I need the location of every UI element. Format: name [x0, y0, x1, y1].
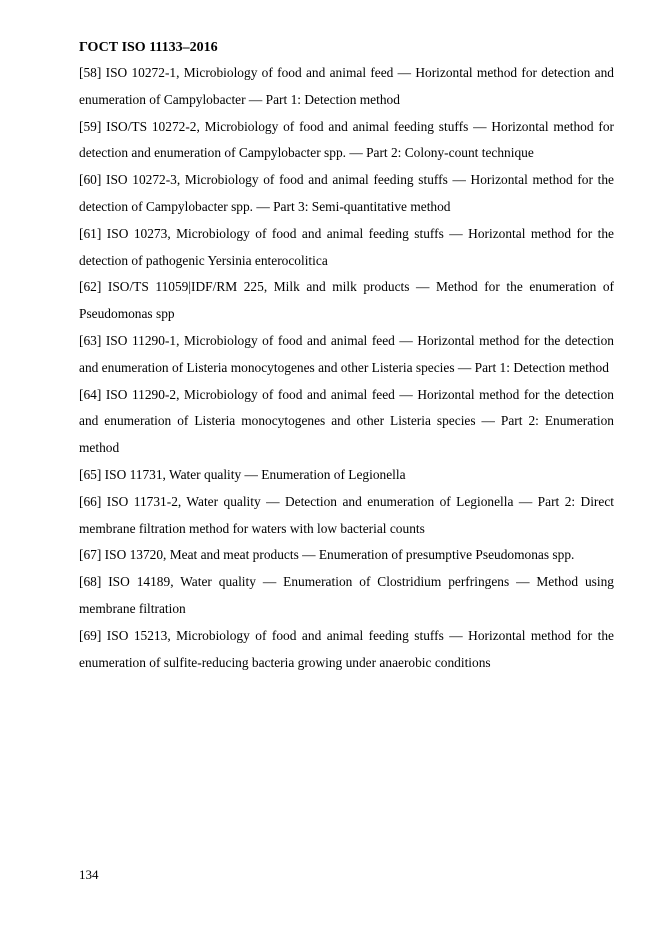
reference-item-58: [58] ISO 10272-1, Microbiology of food and animal feed — Horizontal method for detection and enumeration of Campylobacter — Part 1: Detection method	[79, 65, 614, 107]
page-number: 134	[79, 867, 99, 882]
reference-item-62: [62] ISO/TS 11059|IDF/RM 225, Milk and milk products — Method for the enumeration of Pseudomonas spp	[79, 279, 614, 322]
reference-item-60: [60] ISO 10272-3, Microbiology of food and animal feeding stuffs — Horizontal method for the detection of Campylobacter spp. — Part 3: Semi-quantitative method	[79, 172, 614, 214]
reference-item-64: [64] ISO 11290-2, Microbiology of food and animal feed — Horizontal method for the detection and enumeration of Listeria monocytogenes and other Listeria species — Part 2: Enumeration method	[79, 386, 614, 456]
reference-item-68: [68] ISO 14189, Water quality — Enumeration of Clostridium perfringens — Method using membrane filtration	[79, 574, 614, 616]
reference-item-61: [61] ISO 10273, Microbiology of food and animal feeding stuffs — Horizontal method for the detection of pathogenic Yersinia enterocolitica	[79, 225, 614, 268]
reference-item-69: [69] ISO 15213, Microbiology of food and animal feeding stuffs — Horizontal method for the enumeration of sulfite-reducing bacteria growing under anaerobic conditions	[79, 627, 614, 670]
reference-item-66: [66] ISO 11731-2, Water quality — Detection and enumeration of Legionella — Part 2: Direct membrane filtration method for waters with low bacterial counts	[79, 493, 614, 536]
reference-item-63: [63] ISO 11290-1, Microbiology of food and animal feed — Horizontal method for the detection and enumeration of Listeria monocytogenes and other Listeria species — Part 1: Detection method	[79, 332, 614, 375]
reference-item-65: [65] ISO 11731, Water quality — Enumeration of Legionella	[79, 466, 406, 482]
reference-item-67: [67] ISO 13720, Meat and meat products — Enumeration of presumptive Pseudomonas spp.	[79, 547, 575, 563]
reference-item-59: [59] ISO/TS 10272-2, Microbiology of food and animal feeding stuffs — Horizontal method for detection and enumeration of Campylobacter spp. — Part 2: Colony-count technique	[79, 118, 614, 161]
reference-list	[79, 60, 614, 676]
document-header-title: ГОСТ ISO 11133–2016	[79, 40, 218, 55]
